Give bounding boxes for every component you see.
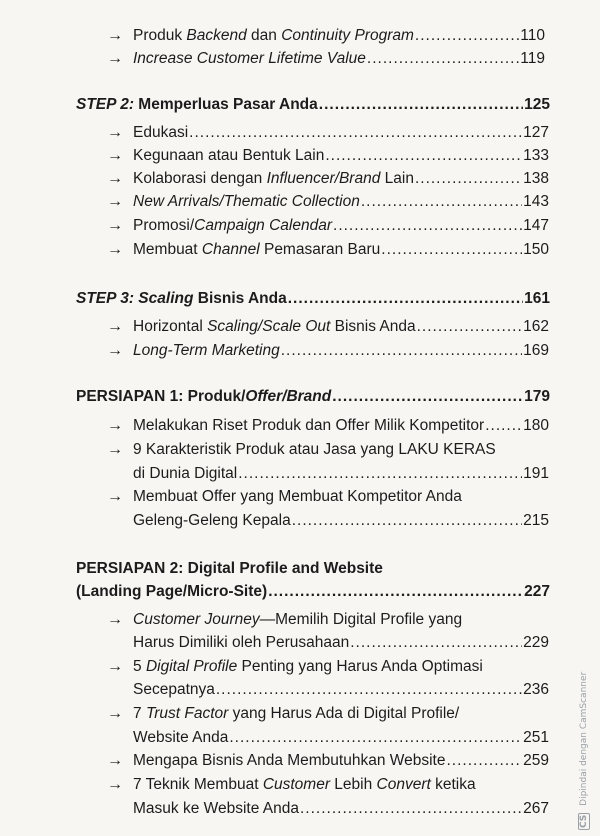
arrow-right-icon: →: [107, 752, 123, 769]
leader-dots: [189, 123, 522, 143]
page-number: 138: [523, 170, 549, 187]
toc-section-heading: STEP 2: Memperluas Pasar Anda ..... 125: [76, 95, 550, 115]
leader-dots: [446, 751, 522, 771]
page-number: 150: [523, 241, 549, 258]
leader-dots: [332, 387, 523, 407]
toc-entry: → Long-Term Marketing ..... 169: [133, 341, 549, 361]
toc-entry: → Horizontal Scaling/Scale Out Bisnis Anda ..... 162: [133, 317, 549, 337]
watermark-text: Dipindai dengan CamScanner: [579, 671, 589, 806]
leader-dots: [381, 240, 522, 260]
arrow-right-icon: →: [107, 611, 123, 628]
leader-dots: [229, 728, 522, 748]
leader-dots: [361, 192, 522, 212]
toc-section-heading: STEP 3: Scaling Bisnis Anda ..... 161: [76, 289, 550, 309]
arrow-right-icon: →: [107, 170, 123, 187]
arrow-right-icon: →: [107, 417, 123, 434]
toc-entry: → Mengapa Bisnis Anda Membutuhkan Website ..... 259: [133, 751, 549, 771]
page-number: 143: [523, 193, 549, 210]
page-number: 125: [524, 96, 550, 113]
leader-dots: [367, 49, 519, 69]
toc-entry-continuation: Masuk ke Website Anda ..... 267: [133, 799, 549, 819]
toc-section-heading: PERSIAPAN 1: Produk/Offer/Brand ..... 179: [76, 387, 550, 407]
arrow-right-icon: →: [107, 241, 123, 258]
arrow-right-icon: →: [107, 217, 123, 234]
page-number: 229: [523, 634, 549, 651]
toc-section-heading-continuation: (Landing Page/Micro-Site) ..... 227: [76, 582, 550, 602]
toc-entry-continuation: di Dunia Digital ..... 191: [133, 464, 549, 484]
leader-dots: [238, 464, 522, 484]
toc-entry: → Customer Journey—Memilih Digital Profile yang: [107, 611, 463, 628]
leader-dots: [333, 216, 522, 236]
arrow-right-icon: →: [107, 776, 123, 793]
arrow-right-icon: →: [107, 705, 123, 722]
arrow-right-icon: →: [107, 441, 123, 458]
leader-dots: [319, 95, 523, 115]
scanner-watermark: [578, 640, 592, 830]
leader-dots: [300, 799, 522, 819]
toc-entry: → 5 Digital Profile Penting yang Harus Anda Optimasi: [107, 658, 483, 675]
arrow-right-icon: →: [107, 318, 123, 335]
arrow-right-icon: →: [107, 488, 123, 505]
leader-dots: [350, 633, 522, 653]
leader-dots: [292, 511, 522, 531]
page-number: 162: [523, 318, 549, 335]
page-number: 169: [523, 342, 549, 359]
toc-entry: → Increase Customer Lifetime Value ..... 119: [133, 49, 545, 69]
arrow-right-icon: →: [107, 658, 123, 675]
page-number: 119: [520, 50, 545, 67]
page-number: 236: [523, 681, 549, 698]
toc-entry: → Promosi/Campaign Calendar ..... 147: [133, 216, 549, 236]
page-number: 110: [520, 27, 545, 44]
leader-dots: [281, 341, 522, 361]
page-number: 161: [524, 290, 550, 307]
toc-entry: → Membuat Offer yang Membuat Kompetitor Anda: [107, 488, 462, 505]
arrow-right-icon: →: [107, 124, 123, 141]
page-number: 227: [524, 583, 550, 600]
toc-entry-continuation: Harus Dimiliki oleh Perusahaan ..... 229: [133, 633, 549, 653]
leader-dots: [417, 317, 523, 337]
toc-entry-continuation: Geleng-Geleng Kepala ..... 215: [133, 511, 549, 531]
toc-entry: → Edukasi ..... 127: [133, 123, 549, 143]
page-number: 180: [523, 417, 549, 434]
page-number: 127: [523, 124, 549, 141]
toc-entry: → Melakukan Riset Produk dan Offer Milik Kompetitor ..... 180: [133, 416, 549, 436]
toc-entry-continuation: Website Anda ..... 251: [133, 728, 549, 748]
page-number: 179: [524, 388, 550, 405]
leader-dots: [288, 289, 523, 309]
toc-section-heading: PERSIAPAN 2: Digital Profile and Website: [76, 560, 383, 577]
leader-dots: [325, 146, 522, 166]
toc-entry: → Produk Backend dan Continuity Program ..... 110: [133, 26, 545, 46]
page-number: 133: [523, 147, 549, 164]
toc-entry: → 7 Trust Factor yang Harus Ada di Digital Profile/: [107, 705, 460, 722]
arrow-right-icon: →: [107, 50, 123, 67]
toc-entry: → Kolaborasi dengan Influencer/Brand Lain ..... 138: [133, 169, 549, 189]
page-number: 147: [523, 217, 549, 234]
camscanner-logo-icon: CS: [579, 814, 589, 828]
leader-dots: [415, 169, 522, 189]
toc-entry: → New Arrivals/Thematic Collection ..... 143: [133, 192, 549, 212]
toc-entry-continuation: Secepatnya ..... 236: [133, 680, 549, 700]
page-number: 259: [523, 752, 549, 769]
page-number: 267: [523, 800, 549, 817]
arrow-right-icon: →: [107, 27, 123, 44]
arrow-right-icon: →: [107, 193, 123, 210]
arrow-right-icon: →: [107, 342, 123, 359]
toc-entry: → Kegunaan atau Bentuk Lain ..... 133: [133, 146, 549, 166]
leader-dots: [216, 680, 522, 700]
leader-dots: [485, 416, 522, 436]
page-number: 251: [523, 729, 549, 746]
leader-dots: [415, 26, 519, 46]
toc-entry: → 7 Teknik Membuat Customer Lebih Convert ketika: [107, 776, 476, 793]
toc-entry: → 9 Karakteristik Produk atau Jasa yang LAKU KERAS: [107, 441, 496, 458]
arrow-right-icon: →: [107, 147, 123, 164]
page-number: 191: [523, 465, 549, 482]
leader-dots: [268, 582, 523, 602]
toc-entry: → Membuat Channel Pemasaran Baru ..... 150: [133, 240, 549, 260]
page-number: 215: [523, 512, 549, 529]
